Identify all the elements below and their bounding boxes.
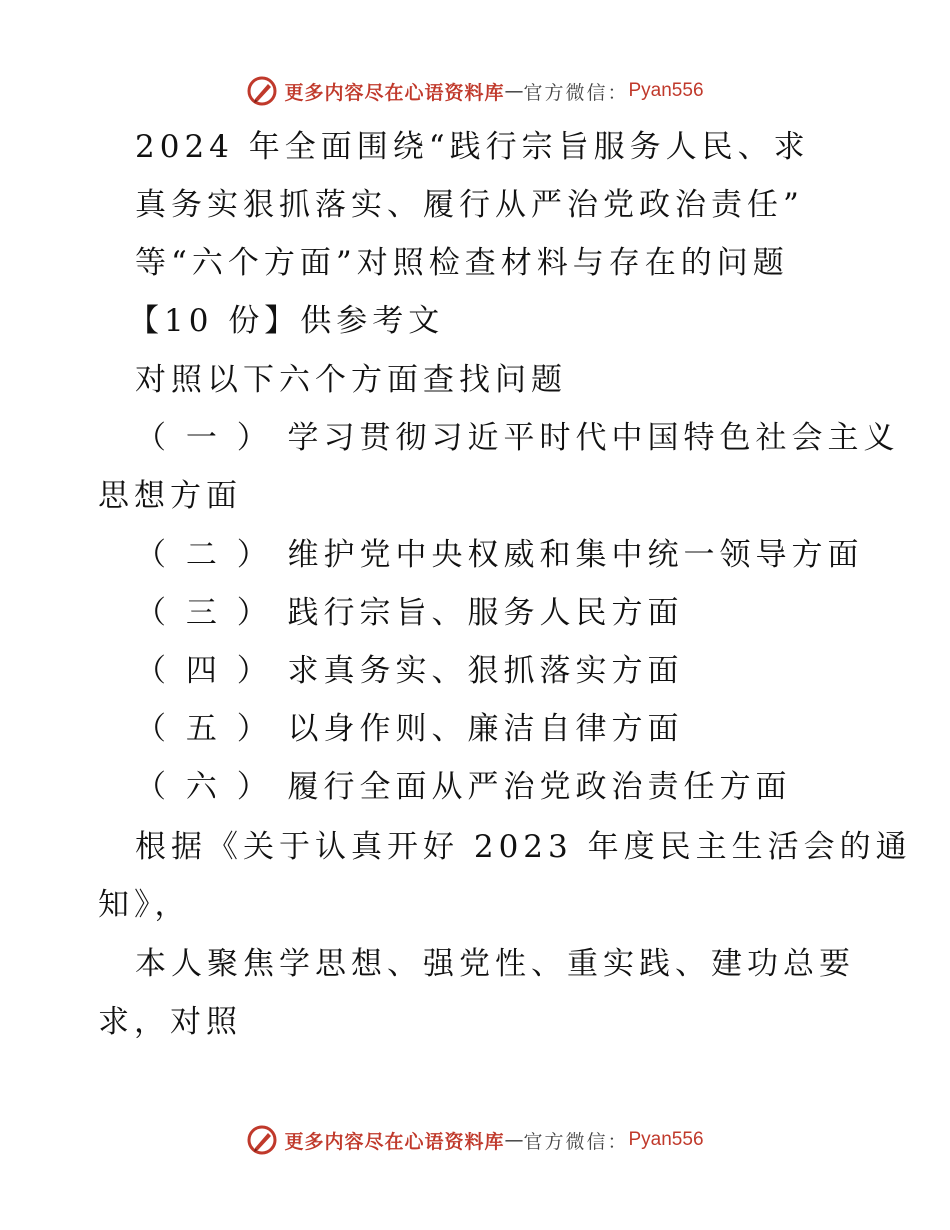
- title-line-2: 真务实狠抓落实、履行从严治党政治责任”: [135, 187, 804, 223]
- watermark-contact: Pyan556: [628, 80, 704, 101]
- list-item-1-continued: 思想方面: [98, 478, 242, 514]
- paragraph-1: 根据《关于认真开好 2023 年度民主生活会的通: [135, 829, 912, 865]
- paragraph-2-continued: 求，对照: [98, 1004, 242, 1040]
- watermark-separator: —: [504, 1129, 524, 1151]
- list-item-5: （ 五 ） 以身作则、廉洁自律方面: [135, 711, 684, 747]
- list-item-2: （ 二 ） 维护党中央权威和集中统一领导方面: [135, 537, 864, 573]
- watermark-separator: —: [504, 80, 524, 102]
- list-item-6: （ 六 ） 履行全面从严治党政治责任方面: [135, 769, 792, 805]
- watermark-label: 官方微信：: [523, 81, 629, 104]
- list-item-1: （ 一 ） 学习贯彻习近平时代中国特色社会主义: [135, 420, 900, 456]
- header-watermark: [0, 71, 950, 111]
- list-item-4: （ 四 ） 求真务实、狠抓落实方面: [135, 653, 684, 689]
- pen-logo-icon: [246, 1124, 278, 1156]
- title-line-1: 2024 年全面围绕“践行宗旨服务人民、求: [135, 129, 810, 165]
- title-line-4: 【10 份】供参考文: [128, 303, 445, 339]
- title-line-3: 等“六个方面”对照检查材料与存在的问题: [135, 245, 789, 281]
- watermark-main-text: 更多内容尽在心语资料库: [284, 81, 505, 104]
- watermark-label: 官方微信：: [523, 1130, 629, 1153]
- watermark-contact: Pyan556: [628, 1129, 704, 1150]
- list-item-3: （ 三 ） 践行宗旨、服务人民方面: [135, 595, 684, 631]
- paragraph-2: 本人聚焦学思想、强党性、重实践、建功总要: [135, 946, 855, 982]
- paragraph-1-continued: 知》，: [98, 887, 191, 923]
- pen-logo-icon: [246, 75, 278, 107]
- watermark-main-text: 更多内容尽在心语资料库: [284, 1130, 505, 1153]
- footer-watermark: [0, 1120, 950, 1160]
- intro-text: 对照以下六个方面查找问题: [135, 362, 567, 398]
